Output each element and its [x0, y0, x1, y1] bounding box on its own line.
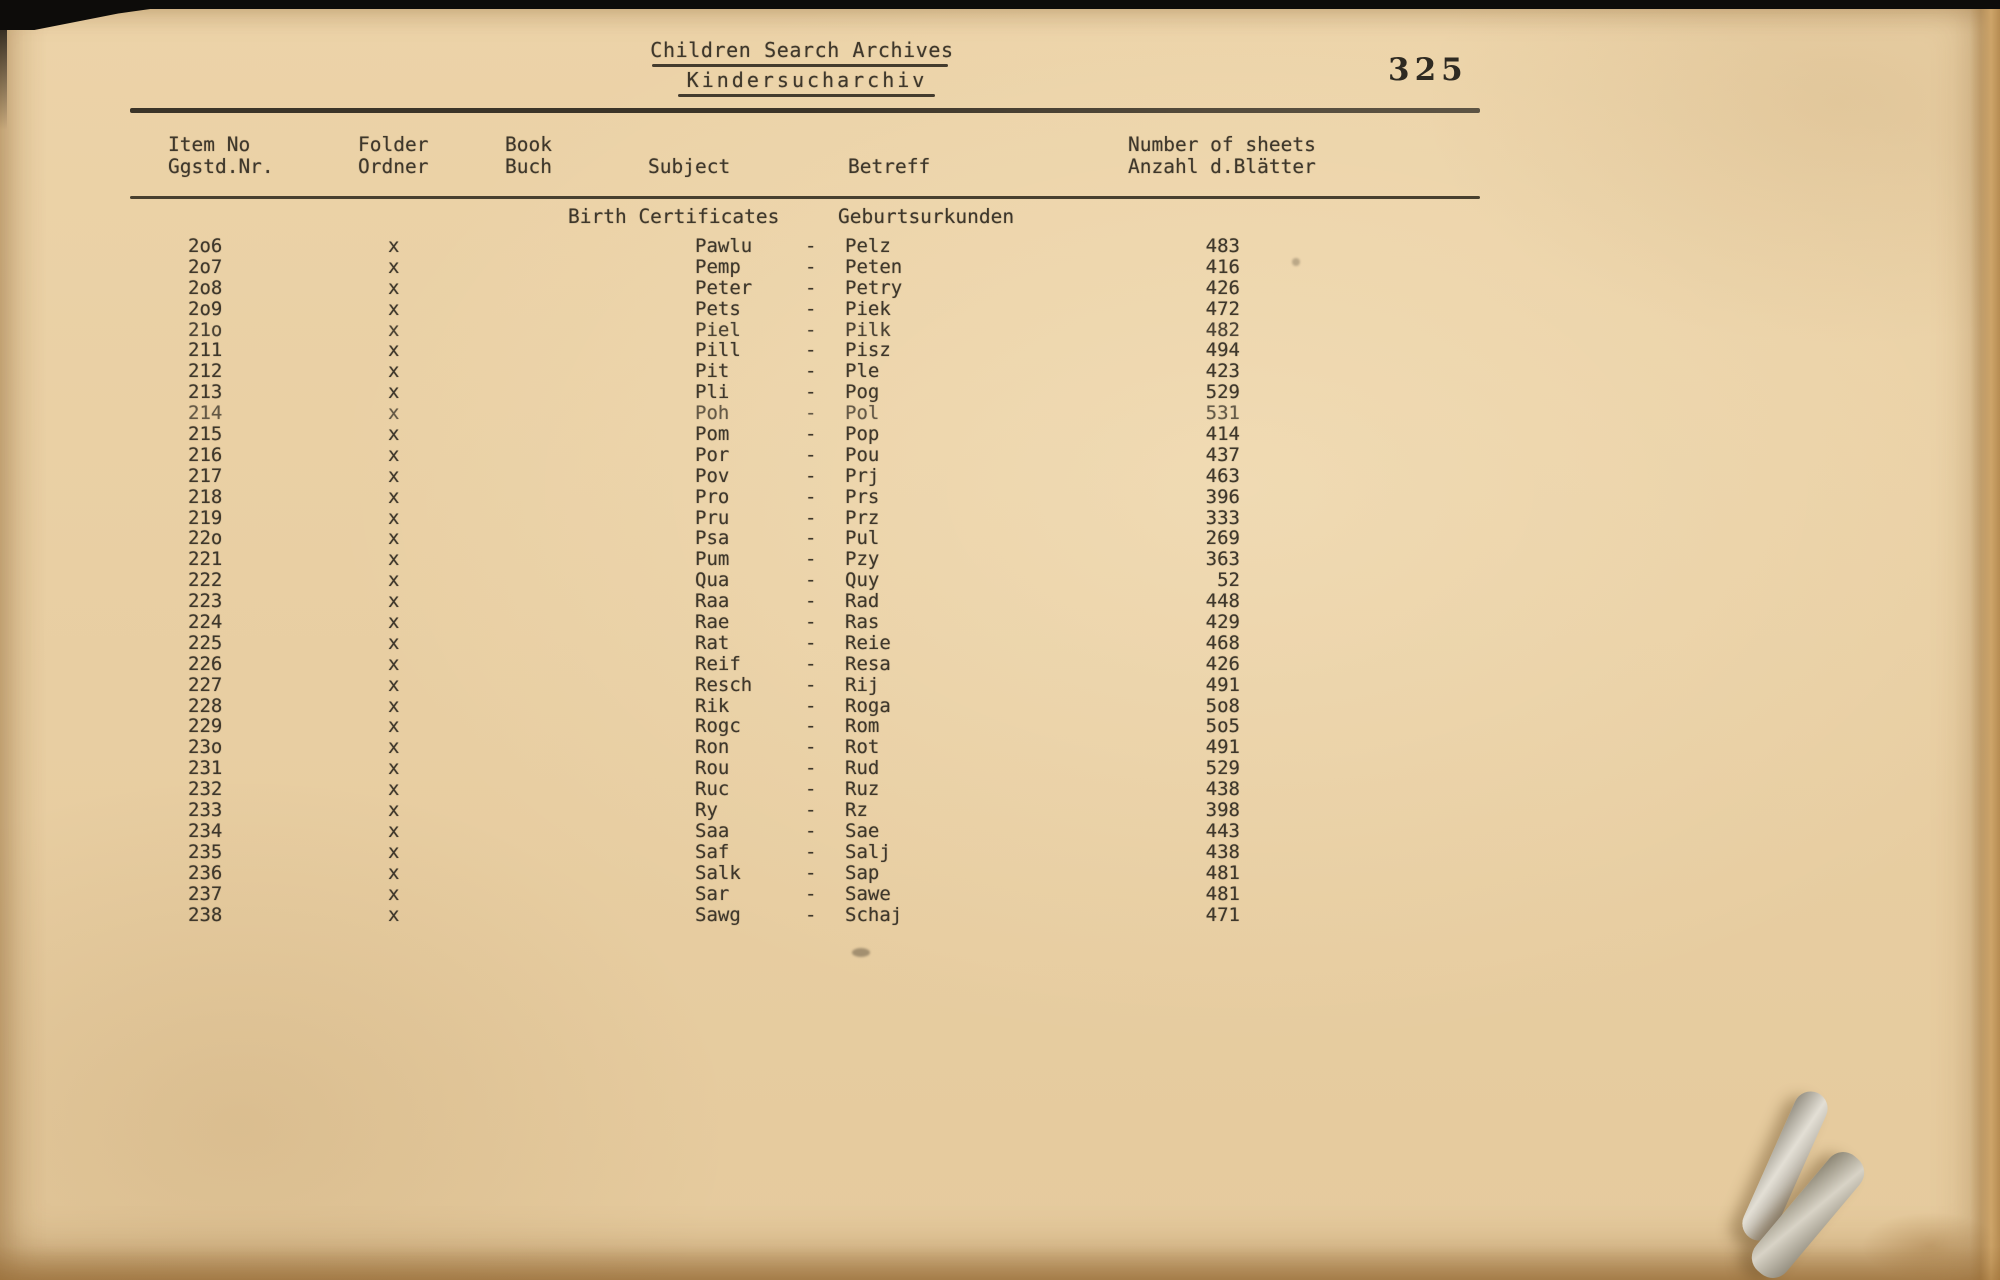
- subject-from: Pro: [695, 485, 730, 508]
- table-body: [130, 236, 1480, 925]
- item-number: 233: [188, 799, 223, 822]
- item-number: 217: [188, 464, 223, 487]
- item-number: 238: [188, 903, 223, 926]
- table-row: [130, 278, 1480, 299]
- item-number: 23o: [188, 736, 223, 759]
- table-row: [130, 549, 1480, 570]
- subject-to: Prz: [845, 506, 880, 529]
- range-dash: -: [805, 402, 817, 425]
- subject-from: Reif: [695, 652, 741, 675]
- sheet-count: 426: [1205, 276, 1240, 299]
- scan-edge-top: [0, 0, 2000, 9]
- folder-mark: x: [388, 360, 400, 383]
- col-header-sheets-de: Anzahl d.Blätter: [1128, 155, 1316, 178]
- subject-to: Resa: [845, 652, 891, 675]
- table-row: [130, 654, 1480, 675]
- range-dash: -: [805, 611, 817, 634]
- section-title-english: Birth Certificates: [568, 205, 780, 228]
- sheet-count: 483: [1205, 235, 1240, 257]
- subject-from: Rik: [695, 694, 730, 717]
- item-number: 218: [188, 485, 223, 508]
- range-dash: -: [805, 736, 817, 759]
- sheet-count: 429: [1205, 611, 1240, 634]
- item-number: 212: [188, 360, 223, 383]
- col-header-folder-de: Ordner: [358, 155, 429, 178]
- item-number: 225: [188, 631, 223, 654]
- folder-mark: x: [388, 318, 400, 341]
- item-number: 224: [188, 611, 223, 634]
- folder-mark: x: [388, 757, 400, 780]
- sheet-count: 5o5: [1205, 715, 1240, 738]
- table-row: [130, 508, 1480, 529]
- item-number: 2o9: [188, 297, 223, 320]
- table-row: [130, 758, 1480, 779]
- folder-mark: x: [388, 569, 400, 592]
- range-dash: -: [805, 673, 817, 696]
- folder-mark: x: [388, 506, 400, 529]
- subject-to: Ruz: [845, 778, 880, 801]
- table-row: [130, 445, 1480, 466]
- scan-edge-left: [0, 0, 7, 130]
- subject-from: Sar: [695, 882, 730, 905]
- range-dash: -: [805, 464, 817, 487]
- folder-mark: x: [388, 527, 400, 550]
- subject-from: Pit: [695, 360, 730, 383]
- folder-mark: x: [388, 443, 400, 466]
- range-dash: -: [805, 819, 817, 842]
- sheet-count: 471: [1205, 903, 1240, 926]
- table-row: [130, 800, 1480, 821]
- sheet-count: 443: [1205, 819, 1240, 842]
- col-header-item-no-de: Ggstd.Nr.: [168, 155, 274, 178]
- subject-from: Ry: [695, 799, 718, 822]
- sheet-count: 438: [1205, 840, 1240, 863]
- range-dash: -: [805, 297, 817, 320]
- subject-to: Prj: [845, 464, 880, 487]
- sheet-count: 482: [1205, 318, 1240, 341]
- table-row: [130, 737, 1480, 758]
- subject-to: Schaj: [845, 903, 903, 926]
- table-row: [130, 591, 1480, 612]
- range-dash: -: [805, 360, 817, 383]
- table-row: [130, 696, 1480, 717]
- subject-from: Pli: [695, 381, 730, 404]
- subject-to: Pisz: [845, 339, 891, 362]
- sheet-count: 468: [1205, 631, 1240, 654]
- range-dash: -: [805, 443, 817, 466]
- subject-to: Sae: [845, 819, 880, 842]
- range-dash: -: [805, 590, 817, 613]
- range-dash: -: [805, 506, 817, 529]
- sheet-count: 491: [1205, 673, 1240, 696]
- folder-mark: x: [388, 673, 400, 696]
- subject-from: Saf: [695, 840, 730, 863]
- range-dash: -: [805, 276, 817, 299]
- range-dash: -: [805, 840, 817, 863]
- subject-from: Rat: [695, 631, 730, 654]
- table-row: [130, 905, 1480, 926]
- folder-mark: x: [388, 652, 400, 675]
- item-number: 211: [188, 339, 223, 362]
- subject-to: Rot: [845, 736, 880, 759]
- subject-to: Petry: [845, 276, 903, 299]
- folder-mark: x: [388, 339, 400, 362]
- col-header-item-no: Item No: [168, 133, 251, 156]
- folder-mark: x: [388, 715, 400, 738]
- item-number: 2o8: [188, 276, 223, 299]
- sheet-count: 396: [1205, 485, 1240, 508]
- folder-mark: x: [388, 297, 400, 320]
- folder-mark: x: [388, 736, 400, 759]
- folder-mark: x: [388, 903, 400, 926]
- table-row: [130, 236, 1480, 257]
- table-row: [130, 257, 1480, 278]
- col-header-book: Book: [505, 133, 552, 156]
- table-row: [130, 716, 1480, 737]
- page-title-english: Children Search Archives: [650, 38, 954, 62]
- subject-from: Pets: [695, 297, 741, 320]
- range-dash: -: [805, 569, 817, 592]
- sheet-count: 414: [1205, 423, 1240, 446]
- sheet-count: 529: [1205, 757, 1240, 780]
- folder-mark: x: [388, 819, 400, 842]
- sheet-count: 269: [1205, 527, 1240, 550]
- folder-mark: x: [388, 590, 400, 613]
- table-row: [130, 299, 1480, 320]
- range-dash: -: [805, 548, 817, 571]
- subject-from: Ruc: [695, 778, 730, 801]
- subject-from: Piel: [695, 318, 741, 341]
- item-number: 232: [188, 778, 223, 801]
- sheet-count: 363: [1205, 548, 1240, 571]
- table-row: [130, 633, 1480, 654]
- item-number: 219: [188, 506, 223, 529]
- col-header-sheets: Number of sheets: [1128, 133, 1316, 156]
- table-row: [130, 466, 1480, 487]
- subject-to: Pou: [845, 443, 880, 466]
- sheet-count: 416: [1205, 255, 1240, 278]
- subject-from: Raa: [695, 590, 730, 613]
- folder-mark: x: [388, 381, 400, 404]
- item-number: 215: [188, 423, 223, 446]
- range-dash: -: [805, 255, 817, 278]
- range-dash: -: [805, 235, 817, 257]
- folder-mark: x: [388, 778, 400, 801]
- subject-from: Qua: [695, 569, 730, 592]
- subject-to: Rij: [845, 673, 880, 696]
- sheet-count: 438: [1205, 778, 1240, 801]
- subject-to: Peten: [845, 255, 903, 278]
- scan-corner-top-left: [0, 0, 215, 30]
- sheet-count: 5o8: [1205, 694, 1240, 717]
- subject-to: Pop: [845, 423, 880, 446]
- subject-to: Pol: [845, 402, 880, 425]
- col-header-subject: Subject: [648, 155, 731, 178]
- subject-from: Salk: [695, 861, 741, 884]
- item-number: 229: [188, 715, 223, 738]
- table-row: [130, 528, 1480, 549]
- range-dash: -: [805, 381, 817, 404]
- item-number: 2o6: [188, 235, 223, 257]
- subject-to: Pzy: [845, 548, 880, 571]
- item-number: 231: [188, 757, 223, 780]
- table-row: [130, 382, 1480, 403]
- subject-from: Por: [695, 443, 730, 466]
- item-number: 222: [188, 569, 223, 592]
- subject-to: Prs: [845, 485, 880, 508]
- sheet-count: 494: [1205, 339, 1240, 362]
- folder-mark: x: [388, 840, 400, 863]
- folder-mark: x: [388, 611, 400, 634]
- table-row: [130, 403, 1480, 424]
- subject-from: Ron: [695, 736, 730, 759]
- range-dash: -: [805, 799, 817, 822]
- sheet-count: 426: [1205, 652, 1240, 675]
- item-number: 221: [188, 548, 223, 571]
- subject-to: Rz: [845, 799, 868, 822]
- range-dash: -: [805, 694, 817, 717]
- range-dash: -: [805, 778, 817, 801]
- item-number: 228: [188, 694, 223, 717]
- folder-mark: x: [388, 485, 400, 508]
- section-title-german: Geburtsurkunden: [838, 205, 1015, 228]
- ink-smudge: [852, 948, 870, 957]
- subject-to: Pog: [845, 381, 880, 404]
- item-number: 213: [188, 381, 223, 404]
- table-row: [130, 424, 1480, 445]
- subject-from: Pov: [695, 464, 730, 487]
- range-dash: -: [805, 485, 817, 508]
- subject-from: Rogc: [695, 715, 741, 738]
- divider-line-top: [130, 108, 1480, 113]
- item-number: 226: [188, 652, 223, 675]
- page-title-german: Kindersucharchiv: [686, 68, 928, 92]
- subject-to: Sap: [845, 861, 880, 884]
- subject-to: Sawe: [845, 882, 891, 905]
- subject-to: Pilk: [845, 318, 891, 341]
- subject-to: Roga: [845, 694, 891, 717]
- subject-to: Piek: [845, 297, 891, 320]
- item-number: 237: [188, 882, 223, 905]
- range-dash: -: [805, 652, 817, 675]
- table-row: [130, 340, 1480, 361]
- item-number: 235: [188, 840, 223, 863]
- sheet-count: 491: [1205, 736, 1240, 759]
- subject-from: Pum: [695, 548, 730, 571]
- subject-from: Psa: [695, 527, 730, 550]
- table-row: [130, 842, 1480, 863]
- folder-mark: x: [388, 402, 400, 425]
- range-dash: -: [805, 757, 817, 780]
- subject-from: Sawg: [695, 903, 741, 926]
- subject-from: Saa: [695, 819, 730, 842]
- folder-mark: x: [388, 276, 400, 299]
- subject-from: Pemp: [695, 255, 741, 278]
- sheet-count: 472: [1205, 297, 1240, 320]
- subject-from: Resch: [695, 673, 753, 696]
- table-row: [130, 361, 1480, 382]
- item-number: 236: [188, 861, 223, 884]
- sheet-count: 333: [1205, 506, 1240, 529]
- table-row: [130, 779, 1480, 800]
- sheet-count: 437: [1205, 443, 1240, 466]
- range-dash: -: [805, 339, 817, 362]
- subject-to: Rud: [845, 757, 880, 780]
- subject-to: Pul: [845, 527, 880, 550]
- folder-mark: x: [388, 882, 400, 905]
- sheet-count: 481: [1205, 861, 1240, 884]
- sheet-count: 423: [1205, 360, 1240, 383]
- range-dash: -: [805, 318, 817, 341]
- folder-mark: x: [388, 255, 400, 278]
- folder-mark: x: [388, 548, 400, 571]
- table-row: [130, 320, 1480, 341]
- subject-to: Rad: [845, 590, 880, 613]
- range-dash: -: [805, 527, 817, 550]
- folder-mark: x: [388, 694, 400, 717]
- table-row: [130, 863, 1480, 884]
- range-dash: -: [805, 715, 817, 738]
- subject-to: Quy: [845, 569, 880, 592]
- item-number: 2o7: [188, 255, 223, 278]
- sheet-count: 481: [1205, 882, 1240, 905]
- range-dash: -: [805, 861, 817, 884]
- range-dash: -: [805, 631, 817, 654]
- item-number: 227: [188, 673, 223, 696]
- subject-to: Salj: [845, 840, 891, 863]
- table-row: [130, 821, 1480, 842]
- title-underline: [652, 64, 948, 67]
- subject-from: Pom: [695, 423, 730, 446]
- item-number: 216: [188, 443, 223, 466]
- subject-from: Pawlu: [695, 235, 753, 257]
- table-row: [130, 884, 1480, 905]
- sheet-count: 463: [1205, 464, 1240, 487]
- sheet-count: 529: [1205, 381, 1240, 404]
- table-row: [130, 487, 1480, 508]
- folder-mark: x: [388, 423, 400, 446]
- subject-to: Rom: [845, 715, 880, 738]
- sheet-count: 52: [1217, 569, 1240, 592]
- col-header-folder: Folder: [358, 133, 429, 156]
- range-dash: -: [805, 423, 817, 446]
- table-row: [130, 612, 1480, 633]
- subject-from: Peter: [695, 276, 753, 299]
- col-header-book-de: Buch: [505, 155, 552, 178]
- item-number: 22o: [188, 527, 223, 550]
- divider-line-header: [130, 196, 1480, 199]
- sheet-count: 398: [1205, 799, 1240, 822]
- item-number: 214: [188, 402, 223, 425]
- subject-to: Ras: [845, 611, 880, 634]
- item-number: 21o: [188, 318, 223, 341]
- subject-from: Pru: [695, 506, 730, 529]
- title-underline: [678, 94, 935, 97]
- sheet-count: 531: [1205, 402, 1240, 425]
- folder-mark: x: [388, 799, 400, 822]
- item-number: 223: [188, 590, 223, 613]
- subject-to: Reie: [845, 631, 891, 654]
- folder-mark: x: [388, 464, 400, 487]
- sheet-count: 448: [1205, 590, 1240, 613]
- col-header-betreff: Betreff: [848, 155, 931, 178]
- subject-from: Rae: [695, 611, 730, 634]
- folder-mark: x: [388, 235, 400, 257]
- subject-to: Ple: [845, 360, 880, 383]
- page-number: 325: [1388, 52, 1468, 88]
- range-dash: -: [805, 882, 817, 905]
- item-number: 234: [188, 819, 223, 842]
- folder-mark: x: [388, 861, 400, 884]
- subject-from: Poh: [695, 402, 730, 425]
- subject-to: Pelz: [845, 235, 891, 257]
- table-row: [130, 570, 1480, 591]
- subject-from: Rou: [695, 757, 730, 780]
- folder-mark: x: [388, 631, 400, 654]
- subject-from: Pill: [695, 339, 741, 362]
- range-dash: -: [805, 903, 817, 926]
- table-row: [130, 675, 1480, 696]
